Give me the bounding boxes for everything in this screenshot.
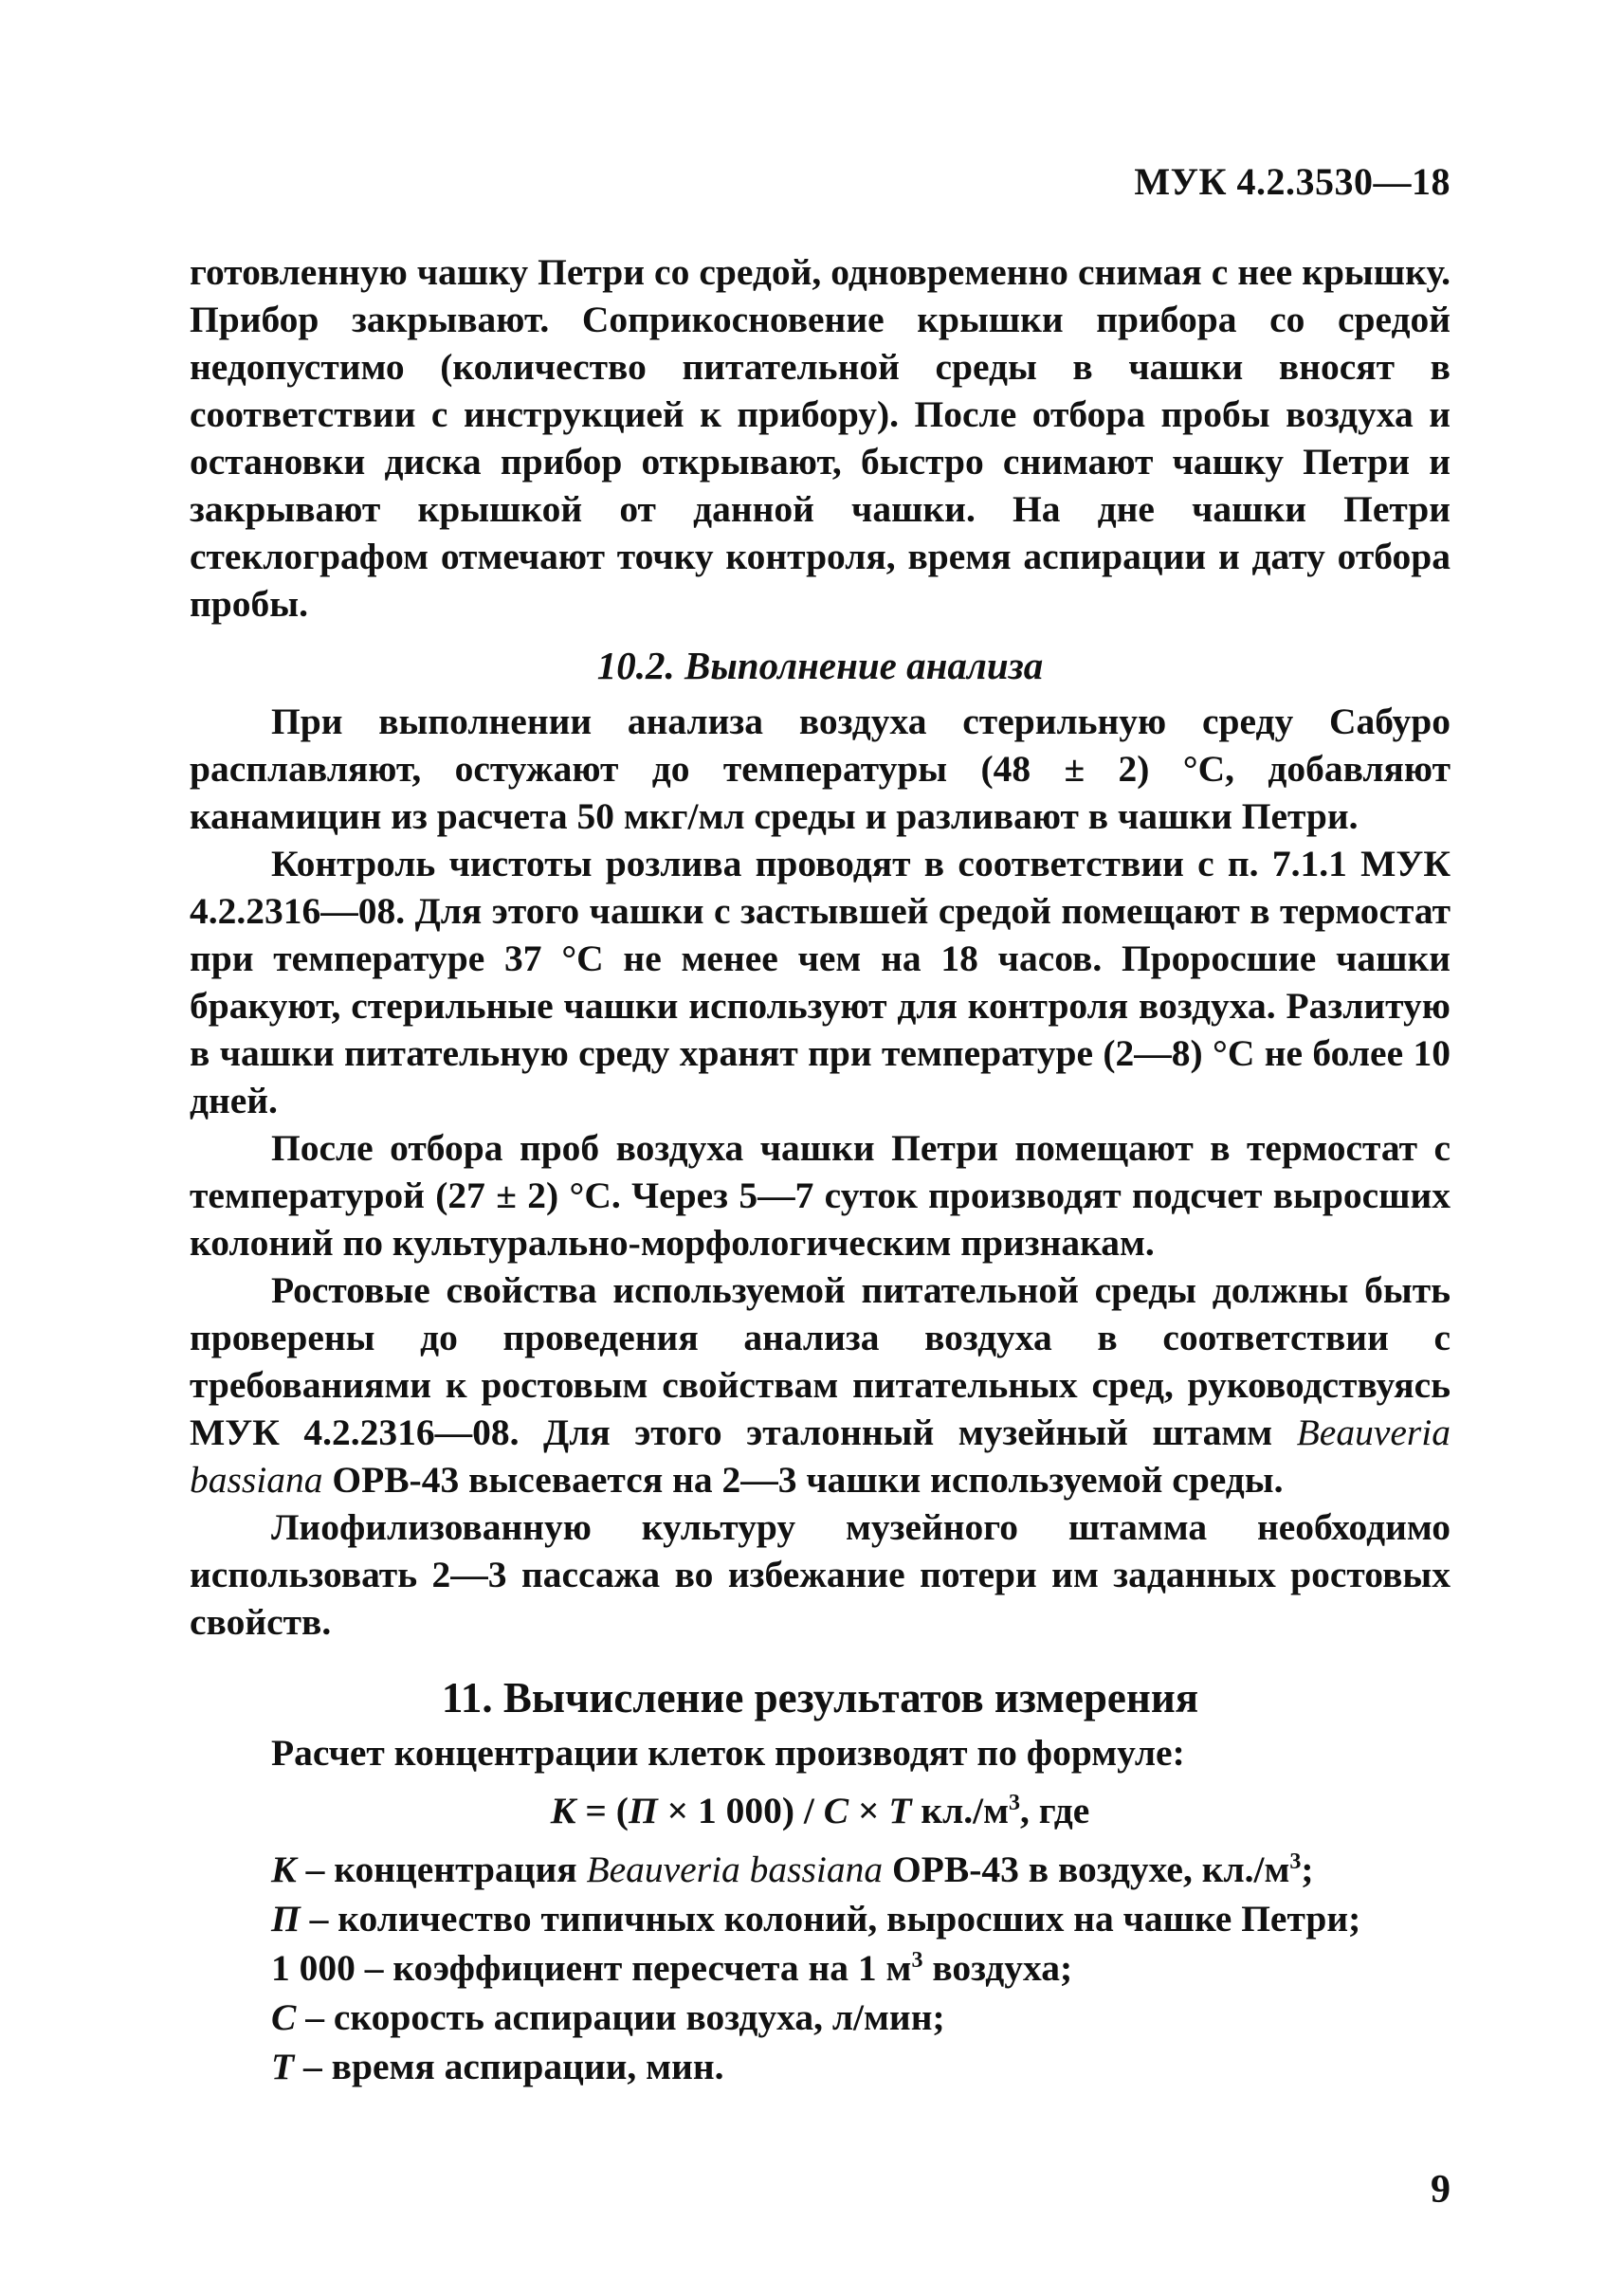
formula-k: К (550, 1790, 576, 1831)
formula-times: × (848, 1790, 889, 1831)
formula-mid: × 1 000) / (657, 1790, 824, 1831)
definition-symbol: С (271, 1996, 297, 2038)
definition-t (190, 2042, 1451, 2091)
definition-text-before: 1 000 – коэффициент пересчета на 1 м (271, 1947, 912, 1989)
section-10-2-title: 10.2. Выполнение анализа (596, 644, 1044, 687)
definition-symbol: К (271, 1849, 297, 1890)
growth-text-after: ОРВ-43 высевается на 2—3 чашки используемой среды. (322, 1459, 1284, 1501)
growth-text-before: Ростовые свойства используемой питательной среды должны быть проверены до проведения анализа воздуха в соответствии с требованиями к ростовым свойствам питательных сред, руководствуясь МУК 4.2.2316—08. Для этого эталонный музейный штамм (190, 1269, 1451, 1453)
definition-symbol: Т (271, 2046, 295, 2087)
section-10-2-growth-paragraph (190, 1266, 1451, 1503)
formula-eq: = ( (575, 1790, 629, 1831)
definition-k (190, 1845, 1451, 1894)
formula-c: С (823, 1790, 849, 1831)
page-number: 9 (1431, 2168, 1451, 2212)
document-body (190, 248, 1451, 2091)
formula-unit-sup: 3 (1009, 1790, 1021, 1815)
concentration-formula (190, 1784, 1451, 1837)
definition-c (190, 1993, 1451, 2042)
section-11-title: 11. Вычисление результатов измерения (441, 1674, 1199, 1721)
section-10-2-paragraph-1: При выполнении анализа воздуха стерильную среду Сабуро расплавляют, остужают до температуры (48 ± 2) °С, добавляют канамицин из расчета 50 мкг/мл среды и разливают в чашки Петри. (190, 701, 1451, 837)
definition-1000 (190, 1943, 1451, 1993)
organism-name: Beauveria bassiana (190, 1412, 1451, 1501)
formula-tail: , где (1020, 1790, 1090, 1831)
definition-p (190, 1894, 1451, 1943)
definition-text-before: – концентрация (296, 1849, 587, 1890)
definition-text: – скорость аспирации воздуха, л/мин; (296, 1996, 945, 2038)
intro-paragraph: готовленную чашку Петри со средой, одновременно снимая с нее крышку. Прибор закрывают. Соприкосновение крышки прибора со средой недопустимо (количество питательной среды в чашки вносят в соответствии с инструкцией к прибору). После отбора пробы воздуха и остановки диска прибор открывают, быстро снимают чашку Петри и закрывают крышкой от данной чашки. На дне чашки Петри стеклографом отмечают точку контроля, время аспирации и дату отбора пробы. (190, 251, 1451, 625)
formula-p: П (628, 1790, 658, 1831)
definition-text-after: воздуха; (922, 1947, 1073, 1989)
definition-organism: Beauveria bassiana (586, 1849, 884, 1890)
definition-text: – количество типичных колоний, выросших на чашке Петри; (300, 1898, 1361, 1940)
definition-tail: ; (1301, 1849, 1314, 1890)
section-10-2-paragraph-3: После отбора проб воздуха чашки Петри помещают в термостат с температурой (27 ± 2) °С. Через 5—7 суток производят подсчет выросших колоний по культурально-морфологическим признакам. (190, 1127, 1451, 1264)
section-10-2-paragraph-2: Контроль чистоты розлива проводят в соответствии с п. 7.1.1 МУК 4.2.2316—08. Для этого чашки с застывшей средой помещают в термостат при температуре 37 °С не менее чем на 18 часов. Проросшие чашки бракуют, стерильные чашки используют для контроля воздуха. Разлитую в чашки питательную среду хранят при температуре (2—8) °С не более 10 дней. (190, 843, 1451, 1121)
definition-text: – время аспирации, мин. (294, 2046, 724, 2087)
document-page (190, 0, 1451, 2295)
section-10-2-last-paragraph: Лиофилизованную культуру музейного штамма необходимо использовать 2—3 пассажа во избежание потери им заданных ростовых свойств. (190, 1506, 1451, 1643)
definition-text-after: ОРВ-43 в воздухе, кл./м (883, 1849, 1290, 1890)
document-code: МУК 4.2.3530—18 (1134, 160, 1451, 203)
definition-sup: 3 (911, 1947, 923, 1973)
formula-definitions (190, 1845, 1451, 2091)
formula-unit: кл./м (911, 1790, 1010, 1831)
formula-intro: Расчет концентрации клеток производят по формуле: (271, 1732, 1185, 1774)
definition-sup: 3 (1289, 1849, 1302, 1874)
definition-symbol: П (271, 1898, 301, 1940)
formula-t: Т (888, 1790, 912, 1831)
